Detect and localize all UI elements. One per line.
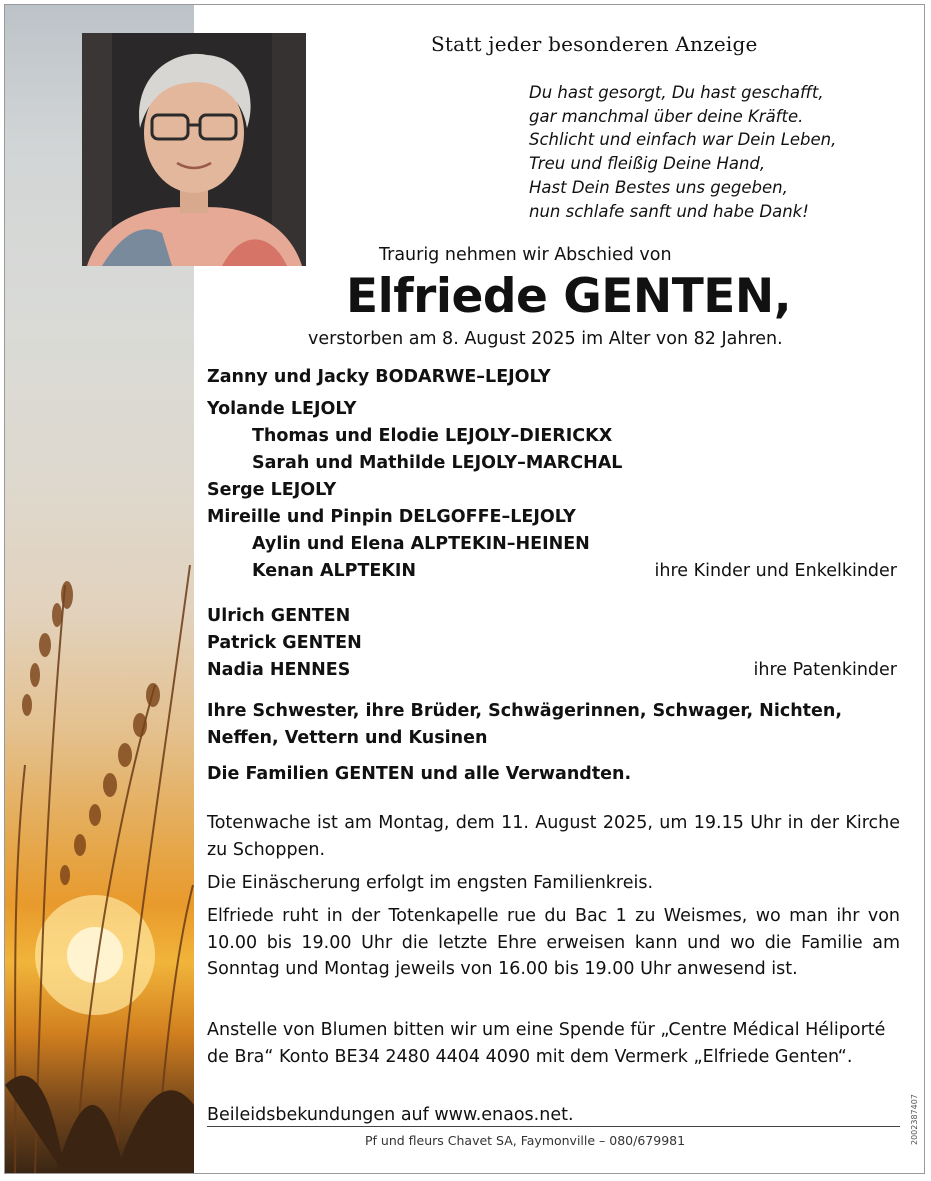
- family-member: Sarah und Mathilde LEJOLY–MARCHAL: [252, 453, 623, 473]
- poem-line: Schlicht und einfach war Dein Leben,: [529, 130, 837, 150]
- family-member: Serge LEJOLY: [207, 480, 337, 500]
- reference-number: 2002387407: [910, 1094, 919, 1145]
- cremation-text: Die Einäscherung erfolgt im engsten Familienkreis.: [207, 873, 654, 893]
- godchild: Patrick GENTEN: [207, 633, 362, 653]
- obituary-frame: [4, 4, 925, 1174]
- poem-line: Du hast gesorgt, Du hast geschafft,: [529, 83, 824, 102]
- poem-line: nun schlafe sanft und habe Dank!: [529, 201, 809, 221]
- family-member: Yolande LEJOLY: [207, 399, 357, 419]
- godchildren-label: ihre Patenkinder: [753, 660, 897, 680]
- family-member: Thomas und Elodie LEJOLY–DIERICKX: [252, 426, 613, 446]
- poem-line: gar manchmal über deine Kräfte.: [529, 106, 804, 126]
- family-member: Aylin und Elena ALPTEKIN–HEINEN: [252, 534, 590, 554]
- family-member: Zanny und Jacky BODARWE–LEJOLY: [207, 367, 551, 387]
- chapel-text: Elfriede ruht in der Totenkapelle rue du Bac 1 zu Weismes, wo man ihr von 10.00 bis 19.00 Uhr die letzte Ehre erweisen kann und wo die Familie am Sonntag und Montag jeweils von 16.00 bis 19.00 Uhr anwesend ist.: [207, 906, 900, 979]
- family-member: Kenan ALPTEKIN: [252, 561, 417, 581]
- florist-footer: Pf und fleurs Chavet SA, Faymonville – 080/679981: [365, 1133, 686, 1148]
- condolences-text: Beileidsbekundungen auf www.enaos.net.: [207, 1105, 574, 1125]
- poem-line: Treu und fleißig Deine Hand,: [529, 154, 766, 174]
- portrait-photo: [82, 33, 306, 266]
- donation-text: Anstelle von Blumen bitten wir um eine Spende für „Centre Médical Héliporté de Bra“ Konto BE34 2480 4404 4090 mit dem Vermerk „Elfriede Genten“.: [207, 1020, 886, 1067]
- portrait-illustration: [82, 33, 306, 266]
- header-title: Statt jeder besonderen Anzeige: [431, 32, 758, 56]
- poem-line: Hast Dein Bestes uns gegeben,: [529, 177, 788, 197]
- death-info: verstorben am 8. August 2025 im Alter von 82 Jahren.: [308, 329, 783, 349]
- divider: [207, 1126, 900, 1127]
- relatives-text: Die Familien GENTEN und alle Verwandten.: [207, 764, 632, 784]
- family-member: Mireille und Pinpin DELGOFFE–LEJOLY: [207, 507, 576, 527]
- deceased-name: Elfriede GENTEN,: [346, 269, 792, 324]
- siblings-text: Ihre Schwester, ihre Brüder, Schwägerinnen, Schwager, Nichten, Neffen, Vettern und Kusinen: [207, 701, 842, 748]
- wake-text: Totenwache ist am Montag, dem 11. August 2025, um 19.15 Uhr in der Kirche zu Schoppen.: [207, 813, 900, 860]
- intro-text: Traurig nehmen wir Abschied von: [379, 245, 672, 265]
- godchild: Nadia HENNES: [207, 660, 351, 680]
- godchild: Ulrich GENTEN: [207, 606, 351, 626]
- poem: [529, 81, 836, 223]
- children-label: ihre Kinder und Enkelkinder: [654, 561, 897, 581]
